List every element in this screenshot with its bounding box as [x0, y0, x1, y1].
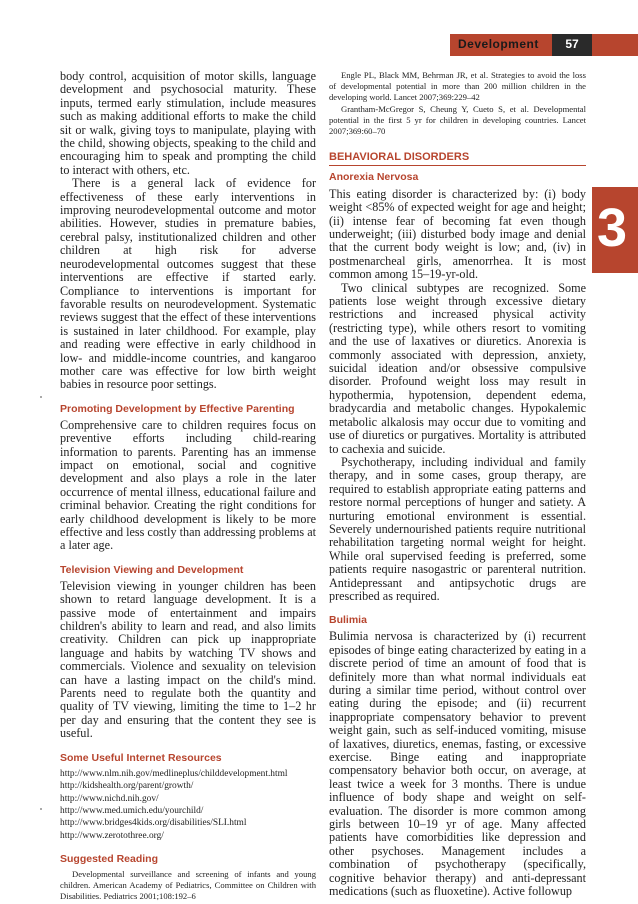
section-heading: Suggested Reading [60, 853, 159, 866]
resource-link[interactable]: http://www.nichd.nih.gov/ [60, 793, 159, 804]
section-heading: Television Viewing and Development [60, 563, 244, 576]
paragraph: Television viewing in younger children has been shown to retard language development. It is a passive mode of entertainment and impairs children's ability to learn and read, and also limits creativity. Children can pick up inappropriate language and habits by watching TV shows and commercials. Violence and sexuality on television can have a lasting impact on the child's mind. Parents need to regulate both the quantity and quality of TV viewing, limiting the time to 1–2 hr per day and ensuring that the content they see is useful. [60, 578, 316, 741]
reading-list [329, 70, 586, 137]
right-column [329, 70, 586, 899]
paragraph: There is a general lack of evidence for effectiveness of these early interventions in improving neurodevelopmental outcome and motor abilities. However, studies in premature babies, cerebral palsy, institutionalized children and other children at high risk for adverse neurodevelopmental outcomes suggest that these interventions are effective if started early. Compliance to interventions is important for favorable results on neurodevelopment. Systematic reviews suggest that the effect of these interventions is sustained in later childhood. For example, play and reading were effective in early childhood in low- and middle-income countries, and kangaroo mother care was effective for low birth weight babies in resource poor settings. [60, 176, 316, 392]
chapter-tab [592, 187, 638, 273]
section-heading: Promoting Development by Effective Parenting [60, 402, 295, 415]
resource-link[interactable]: http://kidshealth.org/parent/growth/ [60, 781, 194, 792]
reference: Engle PL, Black MM, Behrman JR, et al. Strategies to avoid the loss of developmental potential in more than 200 million children in the developing world. Lancet 2007;369:229–42 [329, 70, 586, 102]
paragraph: Psychotherapy, including individual and family therapy, and in some cases, group therapy, are required to establish appropriate eating patterns and restore normal perceptions of hunger and satiety. A nurturing emotional environment is essential. Severely undernourished patients require nutritional rehabilitation targeting normal weight for height. While oral supervised feeding is preferred, some patients require nasogastric or parenteral nutrition. Antidepressant and antipsychotic drugs are prescribed as required. [329, 454, 586, 603]
paragraph: Comprehensive care to children requires focus on preventive efforts including child-rearing information to parents. Parenting has an immense impact on emotional, social and cognitive development and also plays a role in the later occurrence of mental illness, educational failure and criminal behavior. Creating the right conditions for early childhood development is likely to be more effective and less costly than addressing problems at a later age. [60, 417, 316, 553]
paragraph: Bulimia nervosa is characterized by (i) recurrent episodes of binge eating characterized by eating in a discrete period of time an amount of food that is definitely more than what normal individuals eat during a similar time period, without control over eating during the episode; and (ii) recurrent inappropriate compensatory behavior to prevent weight gain, such as self-induced vomiting, misuse of laxatives, diuretics, enemas, fasting, or excessive exercise. Binge eating and inappropriate compensatory behavior both occur, on average, at least twice a week for 3 months. There is undue influence of body shape and weight on self-evaluation. The disorder is more common among girls between 10–19 yr of age. Many affected patients have comorbidities like depression and other psychoses. Management includes a combination of psychotherapy (specifically, cognitive behavior therapy) and anti-depressant medications (such as fluoxetine). Active followup [329, 629, 586, 899]
reading-list [60, 869, 316, 901]
reference: Grantham-McGregor S, Cheung Y, Cueto S, et al. Developmental potential in the first 5 yr for children in developing countries. Lancet 2007;369:60–70 [329, 104, 586, 136]
resource-link[interactable]: http://www.med.umich.edu/yourchild/ [60, 805, 204, 816]
resource-link[interactable]: http://www.zerotothree.org/ [60, 830, 164, 841]
chapter-section-heading: BEHAVIORAL DISORDERS [329, 151, 586, 166]
left-column [60, 70, 316, 904]
resource-link[interactable]: http://www.bridges4kids.org/disabilities/SLI.html [60, 818, 247, 829]
page-number: 57 [565, 37, 579, 51]
chapter-number: 3 [596, 198, 628, 258]
section-heading: Bulimia [329, 614, 367, 627]
page-number-box [552, 34, 592, 56]
running-title: Development [458, 37, 539, 51]
section-heading: Anorexia Nervosa [329, 170, 419, 183]
page-header [450, 34, 638, 56]
paragraph: body control, acquisition of motor skills, language development and psychosocial maturity. These inputs, termed early stimulation, include measures such as making additional efforts to make the child sit or walk, giving toys to manipulate, playing with the child, showing objects, speaking to the child and encouraging him to speak and prompting the child to interact with others, etc. [60, 69, 316, 177]
paragraph: Two clinical subtypes are recognized. Some patients lose weight through excessive dietary restrictions and increased physical activity (restricting type), while others resort to vomiting and the use of laxatives or diuretics. Anorexia is commonly associated with depression, anxiety, suicidal ideation and/or obsessive compulsive disorder. Profound weight loss may result in hypothermia, hypotension, dependent edema, bradycardia and metabolic changes. Hypokalemic metabolic alkalosis may occur due to vomiting and use of diuretics or purgatives. Mortality is attributed to cachexia and suicide. [329, 280, 586, 456]
margin-mark [40, 396, 42, 398]
resource-link[interactable]: http://www.nlm.nih.gov/medlineplus/childdevelopment.html [60, 768, 288, 779]
margin-mark [40, 808, 42, 810]
section-heading: Some Useful Internet Resources [60, 751, 222, 764]
paragraph: This eating disorder is characterized by: (i) body weight <85% of expected weight for age and height; (ii) intense fear of becoming fat even though underweight; (iii) disturbed body image and denial that the current body weight is low; and, (iv) in postmenarcheal girls, amenorrhea. It is most common among 15–19-yr-old. [329, 186, 586, 282]
link-list [60, 768, 316, 842]
reference: Developmental surveillance and screening of infants and young children. American Academy of Pediatrics, Committee on Children with Disabilities. Pediatrics 2001;108:192–6 [60, 869, 316, 901]
